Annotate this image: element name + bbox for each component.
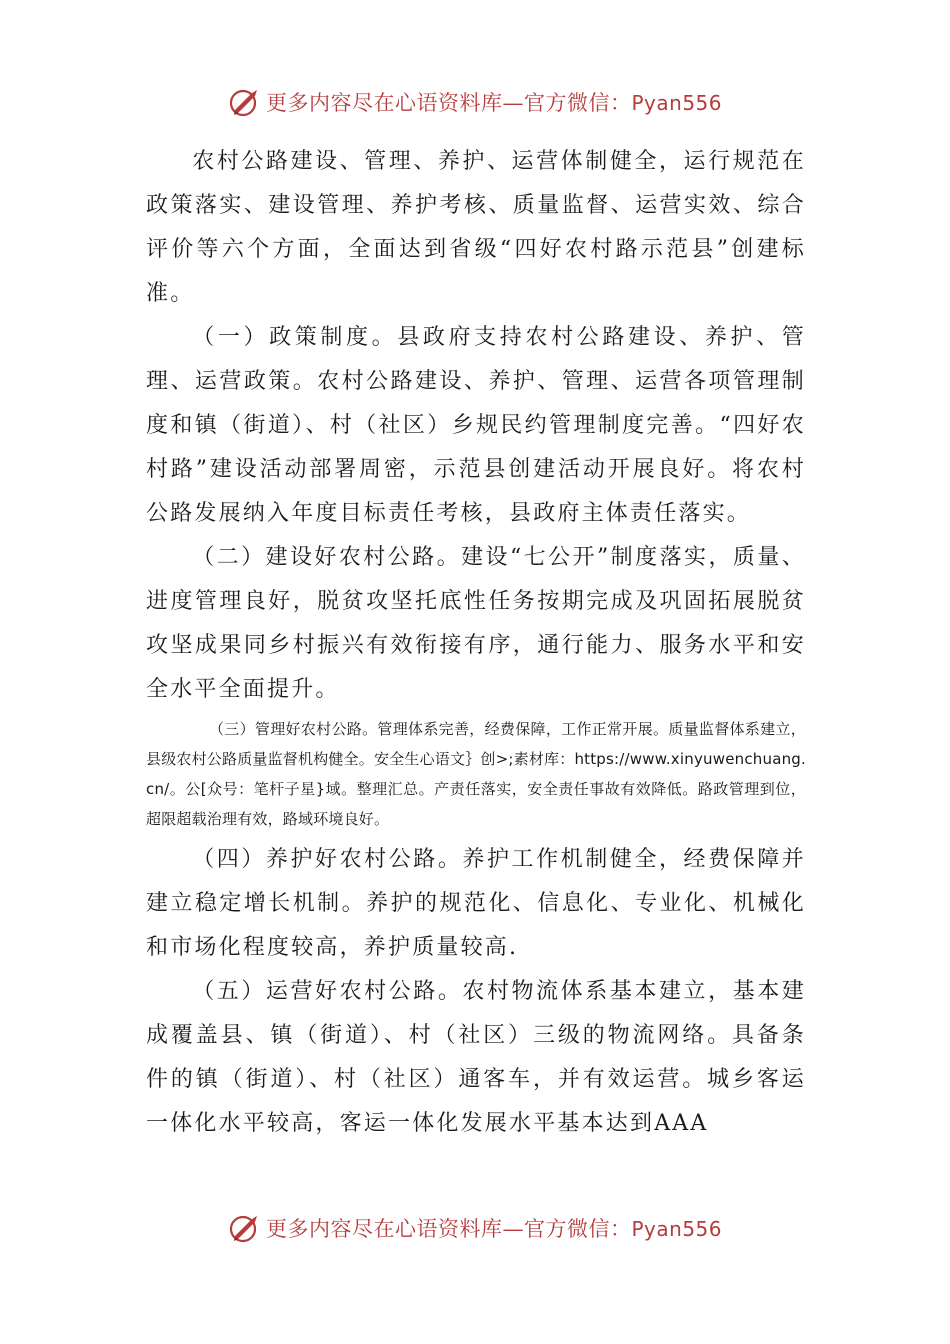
header-text: 更多内容尽在心语资料库—官方微信：Pyan556 [265, 91, 722, 115]
paragraph-operation: （五）运营好农村公路。农村物流体系基本建立，基本建成覆盖县、镇（街道）、村（社区）三级的物流网络。具备条件的镇（街道）、村（社区）通客车，并有效运营。城乡客运一体化水平较高，客运一体化发展水平基本达到AAA [146, 979, 806, 1136]
footer-account: Pyan556 [631, 1217, 722, 1241]
paragraph-management: （三）管理好农村公路。管理体系完善，经费保障，工作正常开展。质量监督体系建立，县级农村公路质量监督机构健全。安全生心语文｝创>;素材库：https://www.xinyuwenchuang.cn/。公[众号：笔杆子星}域。整理汇总。产责任落实，安全责任事故有效降低。路政管理到位，超限超载治理有效，路域环境良好。 [146, 720, 806, 828]
header-account: Pyan556 [631, 91, 722, 115]
header-banner [0, 82, 950, 122]
paragraph-maintenance: （四）养护好农村公路。养护工作机制健全，经费保障并建立稳定增长机制。养护的规范化、信息化、专业化、机械化和市场化程度较高，养护质量较高. [146, 847, 806, 960]
footer-text: 更多内容尽在心语资料库—官方微信：Pyan556 [265, 1217, 722, 1241]
paragraph-construction: （二）建设好农村公路。建设“七公开”制度落实，质量、进度管理良好，脱贫攻坚托底性任务按期完成及巩固拓展脱贫攻坚成果同乡村振兴有效衔接有序，通行能力、服务水平和安全水平全面提升。 [146, 545, 806, 702]
paragraph-policy: （一）政策制度。县政府支持农村公路建设、养护、管理、运营政策。农村公路建设、养护、管理、运营各项管理制度和镇（街道）、村（社区）乡规民约管理制度完善。“四好农村路”建设活动部署周密，示范县创建活动开展良好。将农村公路发展纳入年度目标责任考核，县政府主体责任落实。 [146, 325, 806, 526]
paragraph-intro: 农村公路建设、管理、养护、运营体制健全，运行规范在政策落实、建设管理、养护考核、质量监督、运营实效、综合评价等六个方面，全面达到省级“四好农村路示范县”创建标准。 [146, 149, 806, 306]
document-body [146, 140, 806, 1146]
pen-logo-icon [228, 85, 262, 119]
footer-banner [0, 1208, 950, 1248]
pen-logo-icon [228, 1211, 262, 1245]
